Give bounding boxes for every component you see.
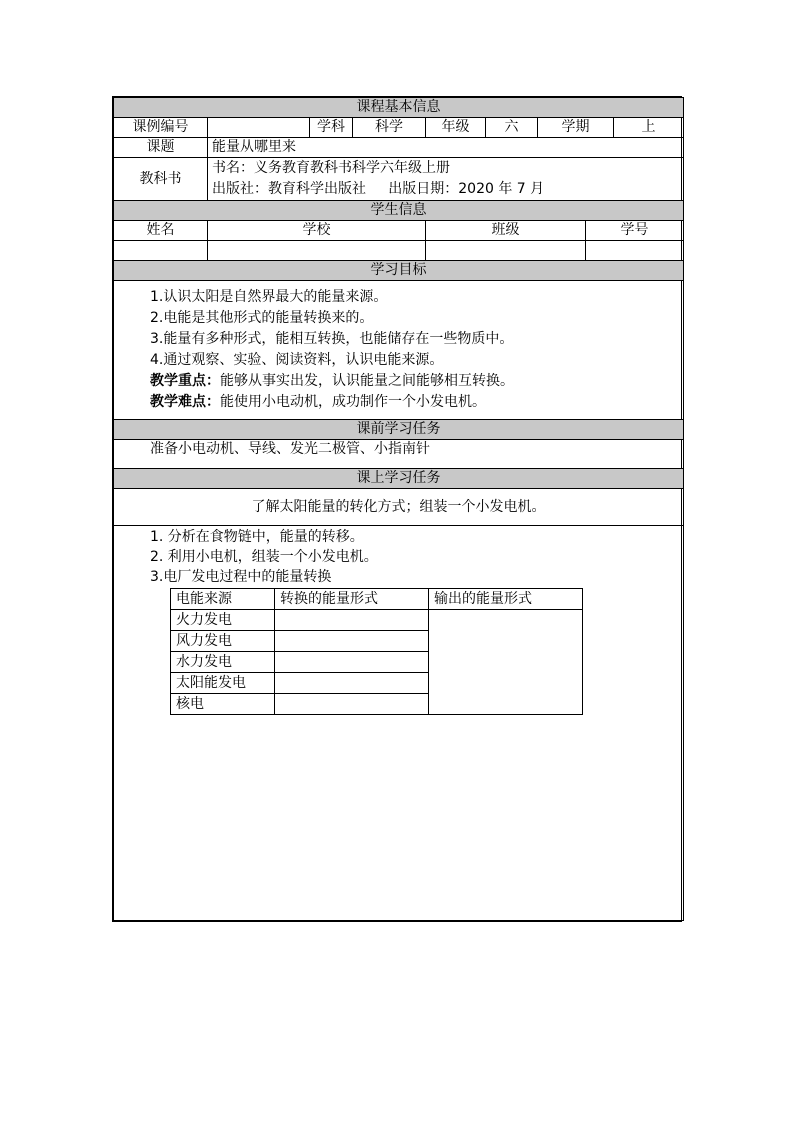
textbook-label: 教科书 bbox=[114, 158, 208, 201]
energy-source-cell: 核电 bbox=[171, 694, 275, 715]
converted-form-cell[interactable] bbox=[275, 631, 429, 652]
converted-form-cell[interactable] bbox=[275, 694, 429, 715]
goal-item: 4.通过观察、实验、阅读资料，认识电能来源。 bbox=[150, 352, 444, 368]
student-class-header: 班级 bbox=[426, 221, 586, 241]
task-step: 3.电厂发电过程中的能量转换 bbox=[150, 569, 332, 585]
student-name-cell[interactable] bbox=[114, 241, 208, 261]
goal-item: 3.能量有多种形式，能相互转换，也能储存在一些物质中。 bbox=[150, 331, 514, 347]
energy-source-cell: 水力发电 bbox=[171, 652, 275, 673]
subject-value: 科学 bbox=[353, 118, 426, 138]
difficulty-line bbox=[150, 392, 679, 413]
term-label: 学期 bbox=[538, 118, 614, 138]
in-class-task-summary: 了解太阳能量的转化方式；组装一个小发电机。 bbox=[114, 489, 684, 526]
term-value: 上 bbox=[614, 118, 684, 138]
key-point-label: 教学重点： bbox=[150, 373, 220, 389]
section-header-goals: 学习目标 bbox=[114, 261, 684, 281]
energy-source-cell: 火力发电 bbox=[171, 610, 275, 631]
student-number-header: 学号 bbox=[586, 221, 684, 241]
case-number-label: 课例编号 bbox=[114, 118, 208, 138]
energy-source-cell: 太阳能发电 bbox=[171, 673, 275, 694]
subject-label: 学科 bbox=[310, 118, 353, 138]
topic-label: 课题 bbox=[114, 138, 208, 158]
textbook-publisher-line: 出版社：教育科学出版社 出版日期：2020 年 7 月 bbox=[212, 181, 545, 197]
goals-cell bbox=[114, 281, 684, 420]
goal-item: 2.电能是其他形式的能量转换来的。 bbox=[150, 310, 374, 326]
key-point-text: 能够从事实出发，认识能量之间能够相互转换。 bbox=[220, 373, 514, 389]
section-header-basic: 课程基本信息 bbox=[114, 98, 684, 118]
energy-source-header: 电能来源 bbox=[171, 589, 275, 610]
student-school-header: 学校 bbox=[208, 221, 426, 241]
energy-conversion-table bbox=[170, 588, 583, 715]
textbook-info bbox=[208, 158, 684, 201]
section-header-student: 学生信息 bbox=[114, 201, 684, 221]
converted-form-cell[interactable] bbox=[275, 652, 429, 673]
student-school-cell[interactable] bbox=[208, 241, 426, 261]
lesson-sheet bbox=[112, 96, 682, 922]
converted-form-cell[interactable] bbox=[275, 610, 429, 631]
difficulty-label: 教学难点： bbox=[150, 394, 220, 410]
output-form-cell[interactable] bbox=[429, 610, 583, 715]
energy-source-cell: 风力发电 bbox=[171, 631, 275, 652]
task-step: 1. 分析在食物链中，能量的转移。 bbox=[150, 529, 364, 545]
student-number-cell[interactable] bbox=[586, 241, 684, 261]
in-class-task-details bbox=[114, 526, 684, 921]
student-name-header: 姓名 bbox=[114, 221, 208, 241]
section-header-in-class: 课上学习任务 bbox=[114, 469, 684, 489]
converted-form-header: 转换的能量形式 bbox=[275, 589, 429, 610]
textbook-title-line: 书名：义务教育教科书科学六年级上册 bbox=[212, 160, 450, 176]
section-header-pre-class: 课前学习任务 bbox=[114, 420, 684, 440]
grade-value: 六 bbox=[486, 118, 538, 138]
grade-label: 年级 bbox=[426, 118, 486, 138]
key-point-line bbox=[150, 371, 679, 392]
difficulty-text: 能使用小电动机，成功制作一个小发电机。 bbox=[220, 394, 486, 410]
topic-value: 能量从哪里来 bbox=[208, 138, 684, 158]
task-step: 2. 利用小电机，组装一个小发电机。 bbox=[150, 549, 378, 565]
pre-class-task: 准备小电动机、导线、发光二极管、小指南针 bbox=[114, 440, 684, 469]
goal-item: 1.认识太阳是自然界最大的能量来源。 bbox=[150, 289, 388, 305]
converted-form-cell[interactable] bbox=[275, 673, 429, 694]
lesson-info-table bbox=[113, 97, 684, 921]
output-form-header: 输出的能量形式 bbox=[429, 589, 583, 610]
student-class-cell[interactable] bbox=[426, 241, 586, 261]
case-number-value bbox=[208, 118, 310, 138]
